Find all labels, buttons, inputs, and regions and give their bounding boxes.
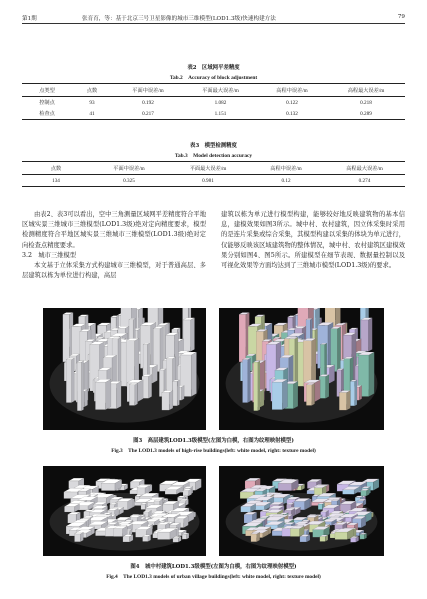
table-cell: 0.12 bbox=[248, 175, 324, 187]
table-cell: 0.192 bbox=[142, 99, 154, 106]
running-title: 张育育，等：基于北京三号卫星影像的城市三维模型(LOD1.3级)快速构建方法 bbox=[82, 16, 276, 22]
section-heading: 3.2 城市三维模型 bbox=[22, 251, 77, 259]
table-cell: 0.218 bbox=[360, 99, 372, 106]
table-cell: 1.082 bbox=[214, 99, 227, 106]
column-header: 平面中误差/m bbox=[112, 84, 184, 97]
column-header: 点数 bbox=[72, 84, 112, 97]
body-paragraph: 建筑以栋为单元进行模型构建，能够较好地反映建筑物的基本信息，建模效果如图3所示。城中村、农村建筑，因立体采集时采用的是连片采集或综合采集，其模型构建以采集的体块为单元进行，仅能够反映该区域建筑物的整体情况，城中村、农村建筑区建模效果分别如图4、图5所示。所建模型在细节表现、数据量控制以及可视化效果等方面均达到了三维城市模型(LOD1.3级)的要求。 bbox=[221, 211, 405, 270]
body-left-column bbox=[22, 210, 206, 281]
table2-caption-cn: 表2 区域网平差精度 bbox=[187, 65, 240, 71]
table-cell: 0.325 bbox=[90, 175, 168, 187]
table-header-row bbox=[22, 162, 405, 175]
table-row bbox=[22, 108, 405, 120]
table2-caption-en: Tab.2 Accuracy of block adjustment bbox=[169, 75, 258, 81]
figure3-white-model-image bbox=[43, 308, 206, 430]
page-number: 79 bbox=[397, 14, 405, 20]
column-header: 高程中误差/m bbox=[257, 84, 327, 97]
figure4-texture-model-image bbox=[219, 466, 384, 556]
table3-caption-cn: 表3 模型检测精度 bbox=[190, 143, 237, 149]
figure4-caption-cn: 图4 城中村建筑LOD1.3级模型(左图为白模，右图为纹理映射模型) bbox=[130, 564, 297, 570]
table2 bbox=[22, 83, 405, 120]
column-header: 平面最大误差/m bbox=[184, 84, 257, 97]
column-header: 点类型 bbox=[22, 84, 72, 97]
header-rule bbox=[22, 23, 405, 24]
body-paragraph: 本文基于立体采集方式构建城市三维模型，对于普通高层、多层建筑以栋为单位进行构建，高层 bbox=[22, 262, 206, 280]
table-cell: 检查点 bbox=[22, 108, 72, 120]
running-head bbox=[22, 8, 405, 24]
figure3-caption-cn: 图3 高层建筑LOD1.3级模型(左图为白模，右图为纹理映射模型) bbox=[133, 438, 294, 444]
table-cell: 控制点 bbox=[39, 100, 55, 106]
column-header: 高程最大误差/m bbox=[327, 84, 405, 97]
table-cell: 93 bbox=[89, 99, 95, 106]
table-row bbox=[22, 97, 405, 109]
journal-issue: 第1期 bbox=[22, 16, 37, 22]
column-header: 高程最大误差/m bbox=[324, 162, 405, 175]
table-cell: 0.217 bbox=[112, 108, 184, 120]
table3 bbox=[22, 161, 405, 187]
table-cell: 0.289 bbox=[327, 108, 405, 120]
table3-caption-en: Tab.3 Model detection accuracy bbox=[174, 153, 253, 159]
body-paragraph: 由表2、表3可以看出，空中三角测量区域网平差精度符合平地区城实景三维城市三维模型(LOD1.3级)绝对定向精度要求，模型检测精度符合平地区城实景三维城市三维模型(LOD1.3级)绝对定向检查点精度要求。 bbox=[22, 211, 206, 249]
table-cell: 134 bbox=[22, 175, 90, 187]
table-header-row bbox=[22, 84, 405, 97]
figure4-white-model-image bbox=[43, 466, 206, 556]
column-header: 平面最大误差/m bbox=[168, 162, 248, 175]
table-cell: 0.981 bbox=[168, 175, 248, 187]
column-header: 平面中误差/m bbox=[90, 162, 168, 175]
table-cell: 0.122 bbox=[286, 99, 298, 106]
table-cell: 0.132 bbox=[257, 108, 327, 120]
table-cell: 1.151 bbox=[184, 108, 257, 120]
figure4-caption-en: Fig.4 The LOD1.3 models of urban village buildings(left: white model, right: texture model) bbox=[106, 574, 321, 580]
column-header: 高程中误差/m bbox=[248, 162, 324, 175]
column-header: 点数 bbox=[22, 162, 90, 175]
figure3-caption-en: Fig.3 The LOD1.3 models of high-rise buildings(left: white model, right: texture model) bbox=[111, 448, 316, 454]
figure3-texture-model-image bbox=[219, 308, 384, 430]
table-cell: 0.274 bbox=[324, 175, 405, 187]
table-row bbox=[22, 175, 405, 187]
body-right-column bbox=[221, 210, 405, 271]
table-cell: 41 bbox=[72, 108, 112, 120]
